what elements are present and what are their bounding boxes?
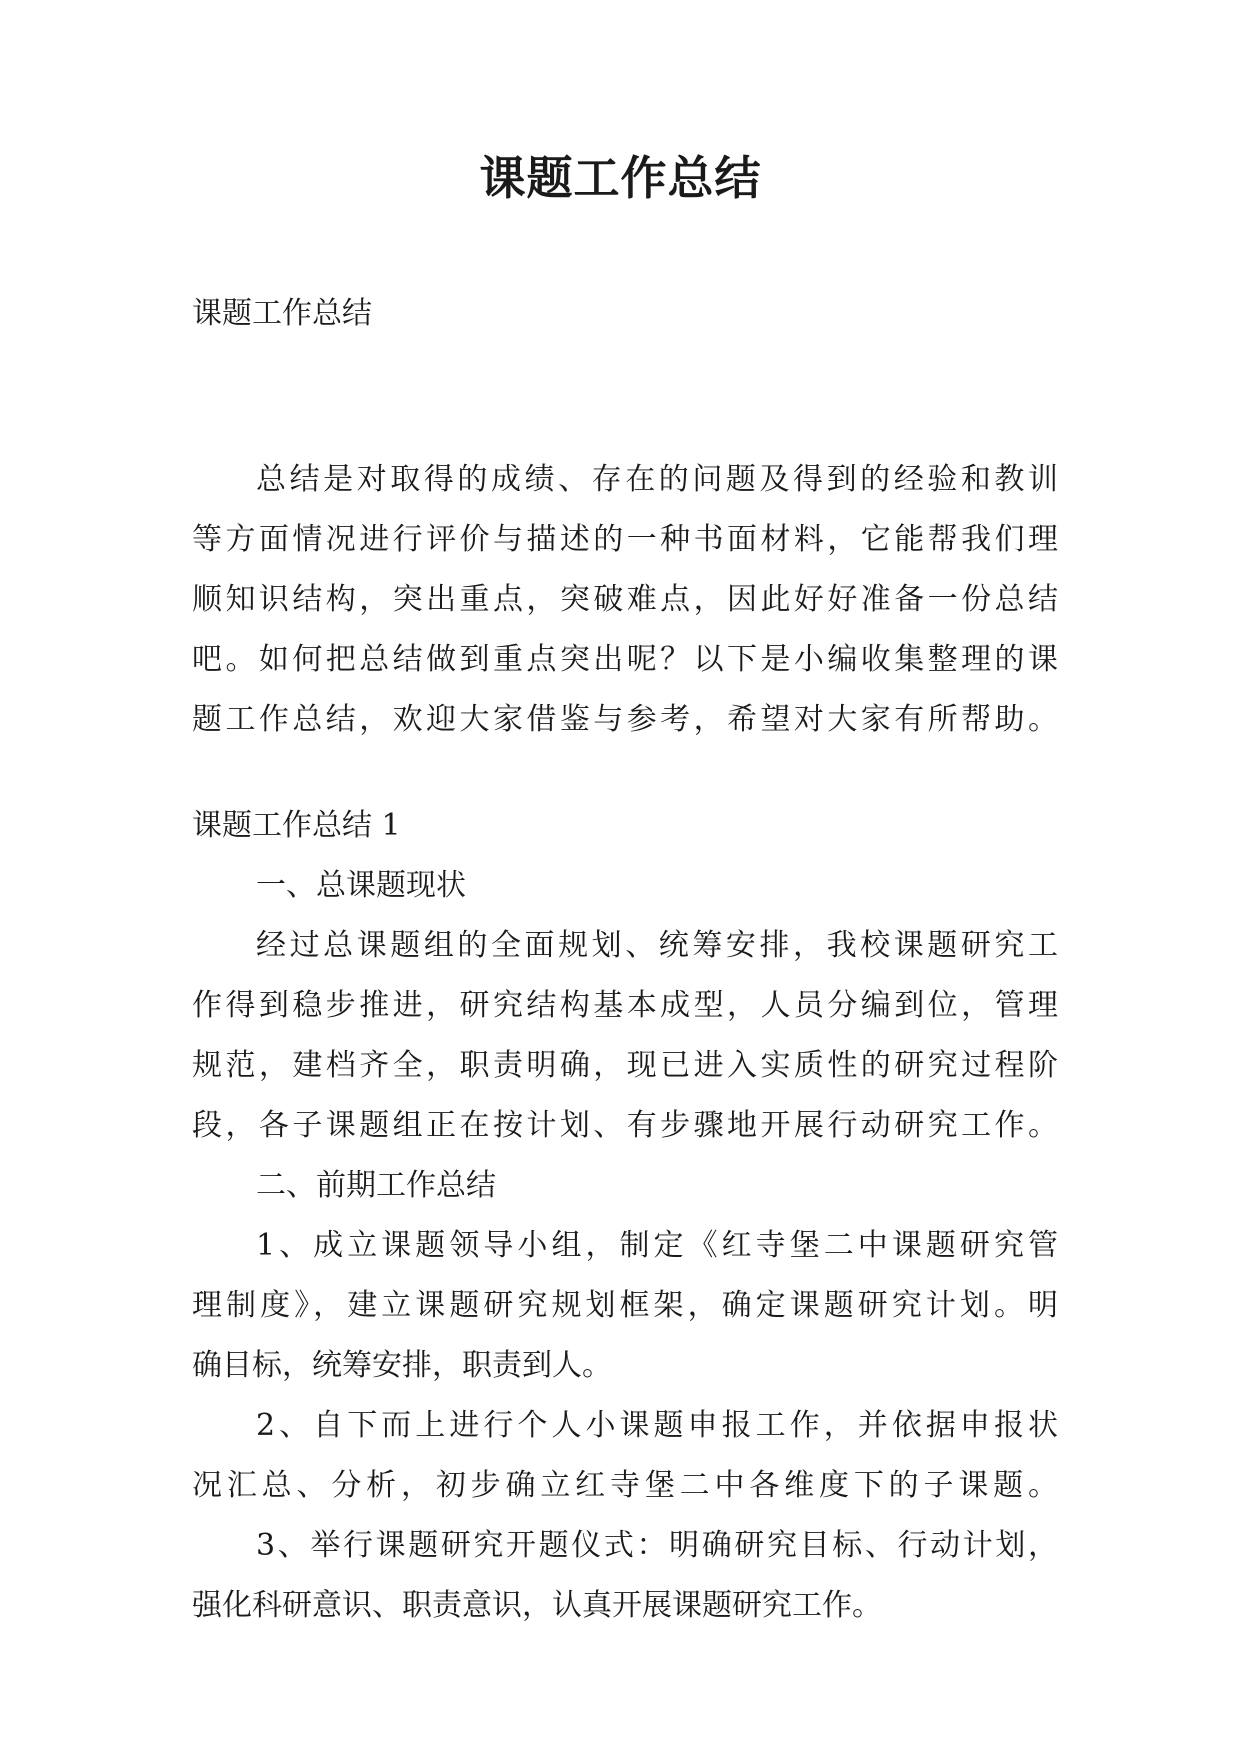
paragraph-line: 总结是对取得的成绩、存在的问题及得到的经验和教训 (256, 462, 1058, 497)
paragraph-line: 顺知识结构，突出重点，突破难点，因此好好准备一份总结 (192, 582, 1058, 617)
intro-paragraph (192, 450, 1058, 750)
paragraph-line: 况汇总、分析，初步确立红寺堡二中各维度下的子课题。 (192, 1468, 1058, 1503)
paragraph-line: 3、举行课题研究开题仪式：明确研究目标、行动计划， (256, 1528, 1058, 1563)
paragraph-line: 确目标，统筹安排，职责到人。 (192, 1348, 612, 1383)
paragraph-line: 理制度》，建立课题研究规划框架，确定课题研究计划。明 (192, 1288, 1058, 1323)
paragraph-line: 段，各子课题组正在按计划、有步骤地开展行动研究工作。 (192, 1108, 1058, 1143)
subtitle-line: 课题工作总结 (192, 296, 372, 331)
paragraph-line: 2、自下而上进行个人小课题申报工作，并依据申报状 (256, 1408, 1058, 1443)
paragraph-line: 规范，建档齐全，职责明确，现已进入实质性的研究过程阶 (192, 1048, 1058, 1083)
subheading: 一、总课题现状 (256, 868, 466, 903)
document-title: 课题工作总结 (479, 151, 762, 205)
subheading: 二、前期工作总结 (256, 1168, 496, 1203)
paragraph-line: 等方面情况进行评价与描述的一种书面材料，它能帮我们理 (192, 522, 1058, 557)
section-heading: 课题工作总结 1 (192, 808, 401, 843)
paragraph-line: 强化科研意识、职责意识，认真开展课题研究工作。 (192, 1588, 882, 1623)
paragraph-line: 作得到稳步推进，研究结构基本成型，人员分编到位，管理 (192, 988, 1058, 1023)
paragraph-line: 经过总课题组的全面规划、统筹安排，我校课题研究工 (256, 928, 1058, 963)
paragraph-line: 题工作总结，欢迎大家借鉴与参考，希望对大家有所帮助。 (192, 702, 1058, 737)
paragraph-line: 吧。如何把总结做到重点突出呢？以下是小编收集整理的课 (192, 642, 1058, 677)
document-body (192, 284, 1058, 1623)
paragraph-line: 1、成立课题领导小组，制定《红寺堡二中课题研究管 (256, 1228, 1058, 1263)
section-1 (192, 796, 1058, 1636)
